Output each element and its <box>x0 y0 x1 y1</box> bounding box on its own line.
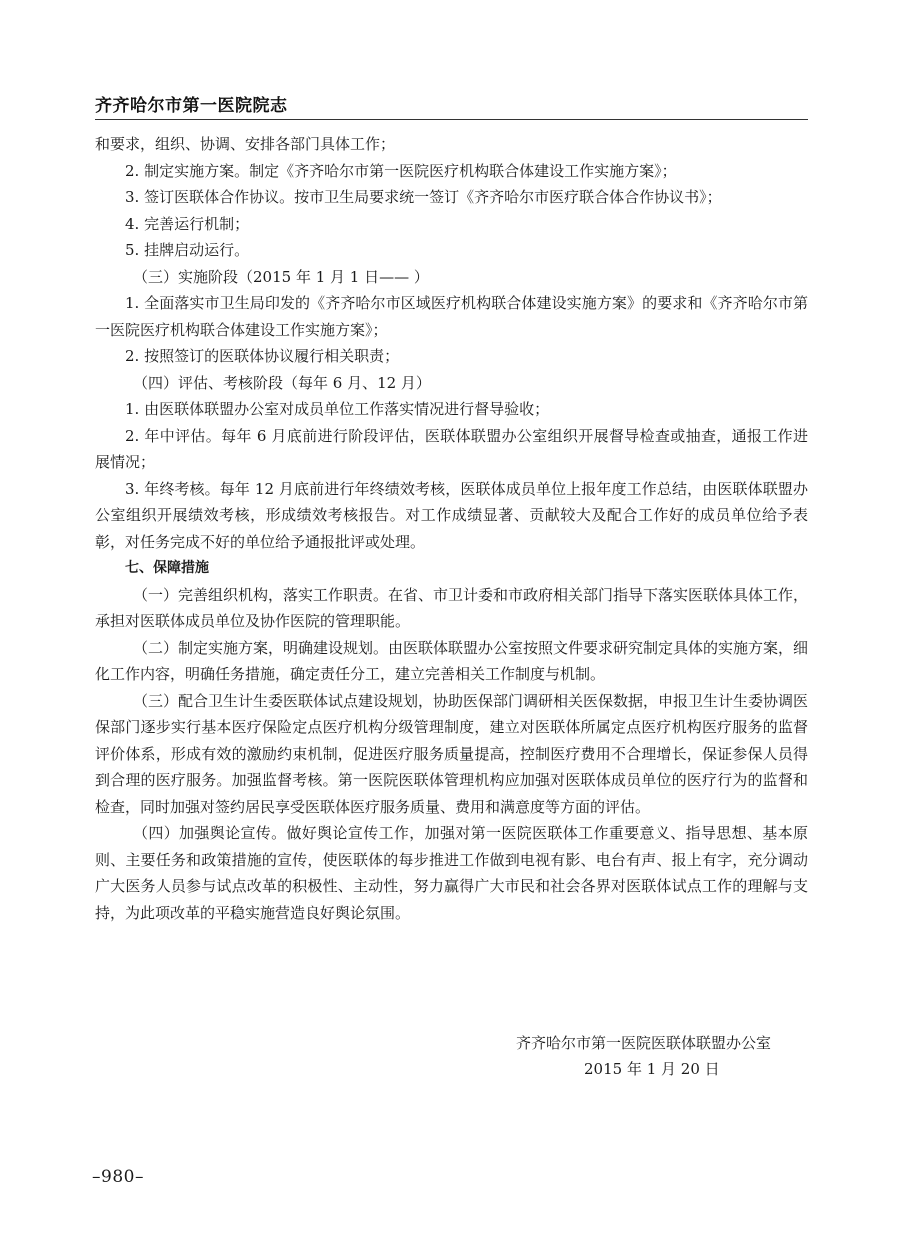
signature-organization: 齐齐哈尔市第一医院医联体联盟办公室 <box>516 1034 772 1052</box>
paragraph: （三）配合卫生计生委医联体试点建设规划，协助医保部门调研相关医保数据，申报卫生计生委协调医保部门逐步实行基本医疗保险定点医疗机构分级管理制度，建立对医联体所属定点医疗机构医疗服务的监督评价体系，形成有效的激励约束机制，促进医疗服务质量提高，控制医疗费用不合理增长，保证参保人员得到合理的医疗服务。加强监督考核。第一医院医联体管理机构应加强对医联体成员单位的医疗行为的监督和检查，同时加强对签约居民享受医联体医疗服务质量、费用和满意度等方面的评估。 <box>95 691 809 816</box>
paragraph: 和要求，组织、协调、安排各部门具体工作； <box>95 135 396 153</box>
subsection-title: （三）实施阶段（2015 年 1 月 1 日—— ） <box>133 267 429 286</box>
body-text <box>95 131 808 926</box>
subsection-title: （四）评估、考核阶段（每年 6 月、12 月） <box>133 373 431 392</box>
paragraph: 5. 挂牌启动运行。 <box>125 241 250 259</box>
signature-date: 2015 年 1 月 20 日 <box>584 1060 720 1078</box>
paragraph: 3. 年终考核。每年 12 月底前进行年终绩效考核，医联体成员单位上报年度工作总结，由医联体联盟办公室组织开展绩效考核，形成绩效考核报告。对工作成绩显著、贡献较大及配合工作好的成员单位给予表彰，对任务完成不好的单位给予通报批评或处理。 <box>95 479 808 551</box>
paragraph: （四）加强舆论宣传。做好舆论宣传工作，加强对第一医院医联体工作重要意义、指导思想、基本原则、主要任务和政策措施的宣传，使医联体的每步推进工作做到电视有影、电台有声、报上有字，充分调动广大医务人员参与试点改革的积极性、主动性，努力赢得广大市民和社会各界对医联体试点工作的理解与支持，为此项改革的平稳实施营造良好舆论氛围。 <box>95 824 808 922</box>
book-title: 齐齐哈尔市第一医院院志 <box>95 96 288 116</box>
paragraph: （一）完善组织机构，落实工作职责。在省、市卫计委和市政府相关部门指导下落实医联体具体工作，承担对医联体成员单位及协作医院的管理职能。 <box>95 585 809 630</box>
paragraph: 3. 签订医联体合作协议。按市卫生局要求统一签订《齐齐哈尔市医疗联合体合作协议书》； <box>125 188 722 206</box>
paragraph: （二）制定实施方案，明确建设规划。由医联体联盟办公室按照文件要求研究制定具体的实施方案，细化工作内容，明确任务措施，确定责任分工，建立完善相关工作制度与机制。 <box>95 638 809 683</box>
signature-block <box>500 1030 810 1082</box>
paragraph: 2. 按照签订的医联体协议履行相关职责； <box>125 347 400 365</box>
paragraph: 4. 完善运行机制； <box>125 214 250 233</box>
paragraph: 1. 全面落实市卫生局印发的《齐齐哈尔市区域医疗机构联合体建设实施方案》的要求和《齐齐哈尔市第一医院医疗机构联合体建设工作实施方案》； <box>95 294 808 339</box>
paragraph: 2. 年中评估。每年 6 月底前进行阶段评估，医联体联盟办公室组织开展督导检查或抽查，通报工作进展情况； <box>95 426 808 471</box>
section-heading: 七、保障措施 <box>125 560 209 576</box>
paragraph: 2. 制定实施方案。制定《齐齐哈尔市第一医院医疗机构联合体建设工作实施方案》； <box>125 161 677 180</box>
running-header <box>95 89 808 120</box>
paragraph: 1. 由医联体联盟办公室对成员单位工作落实情况进行督导验收； <box>125 400 550 418</box>
page-number: –980– <box>92 1167 144 1187</box>
